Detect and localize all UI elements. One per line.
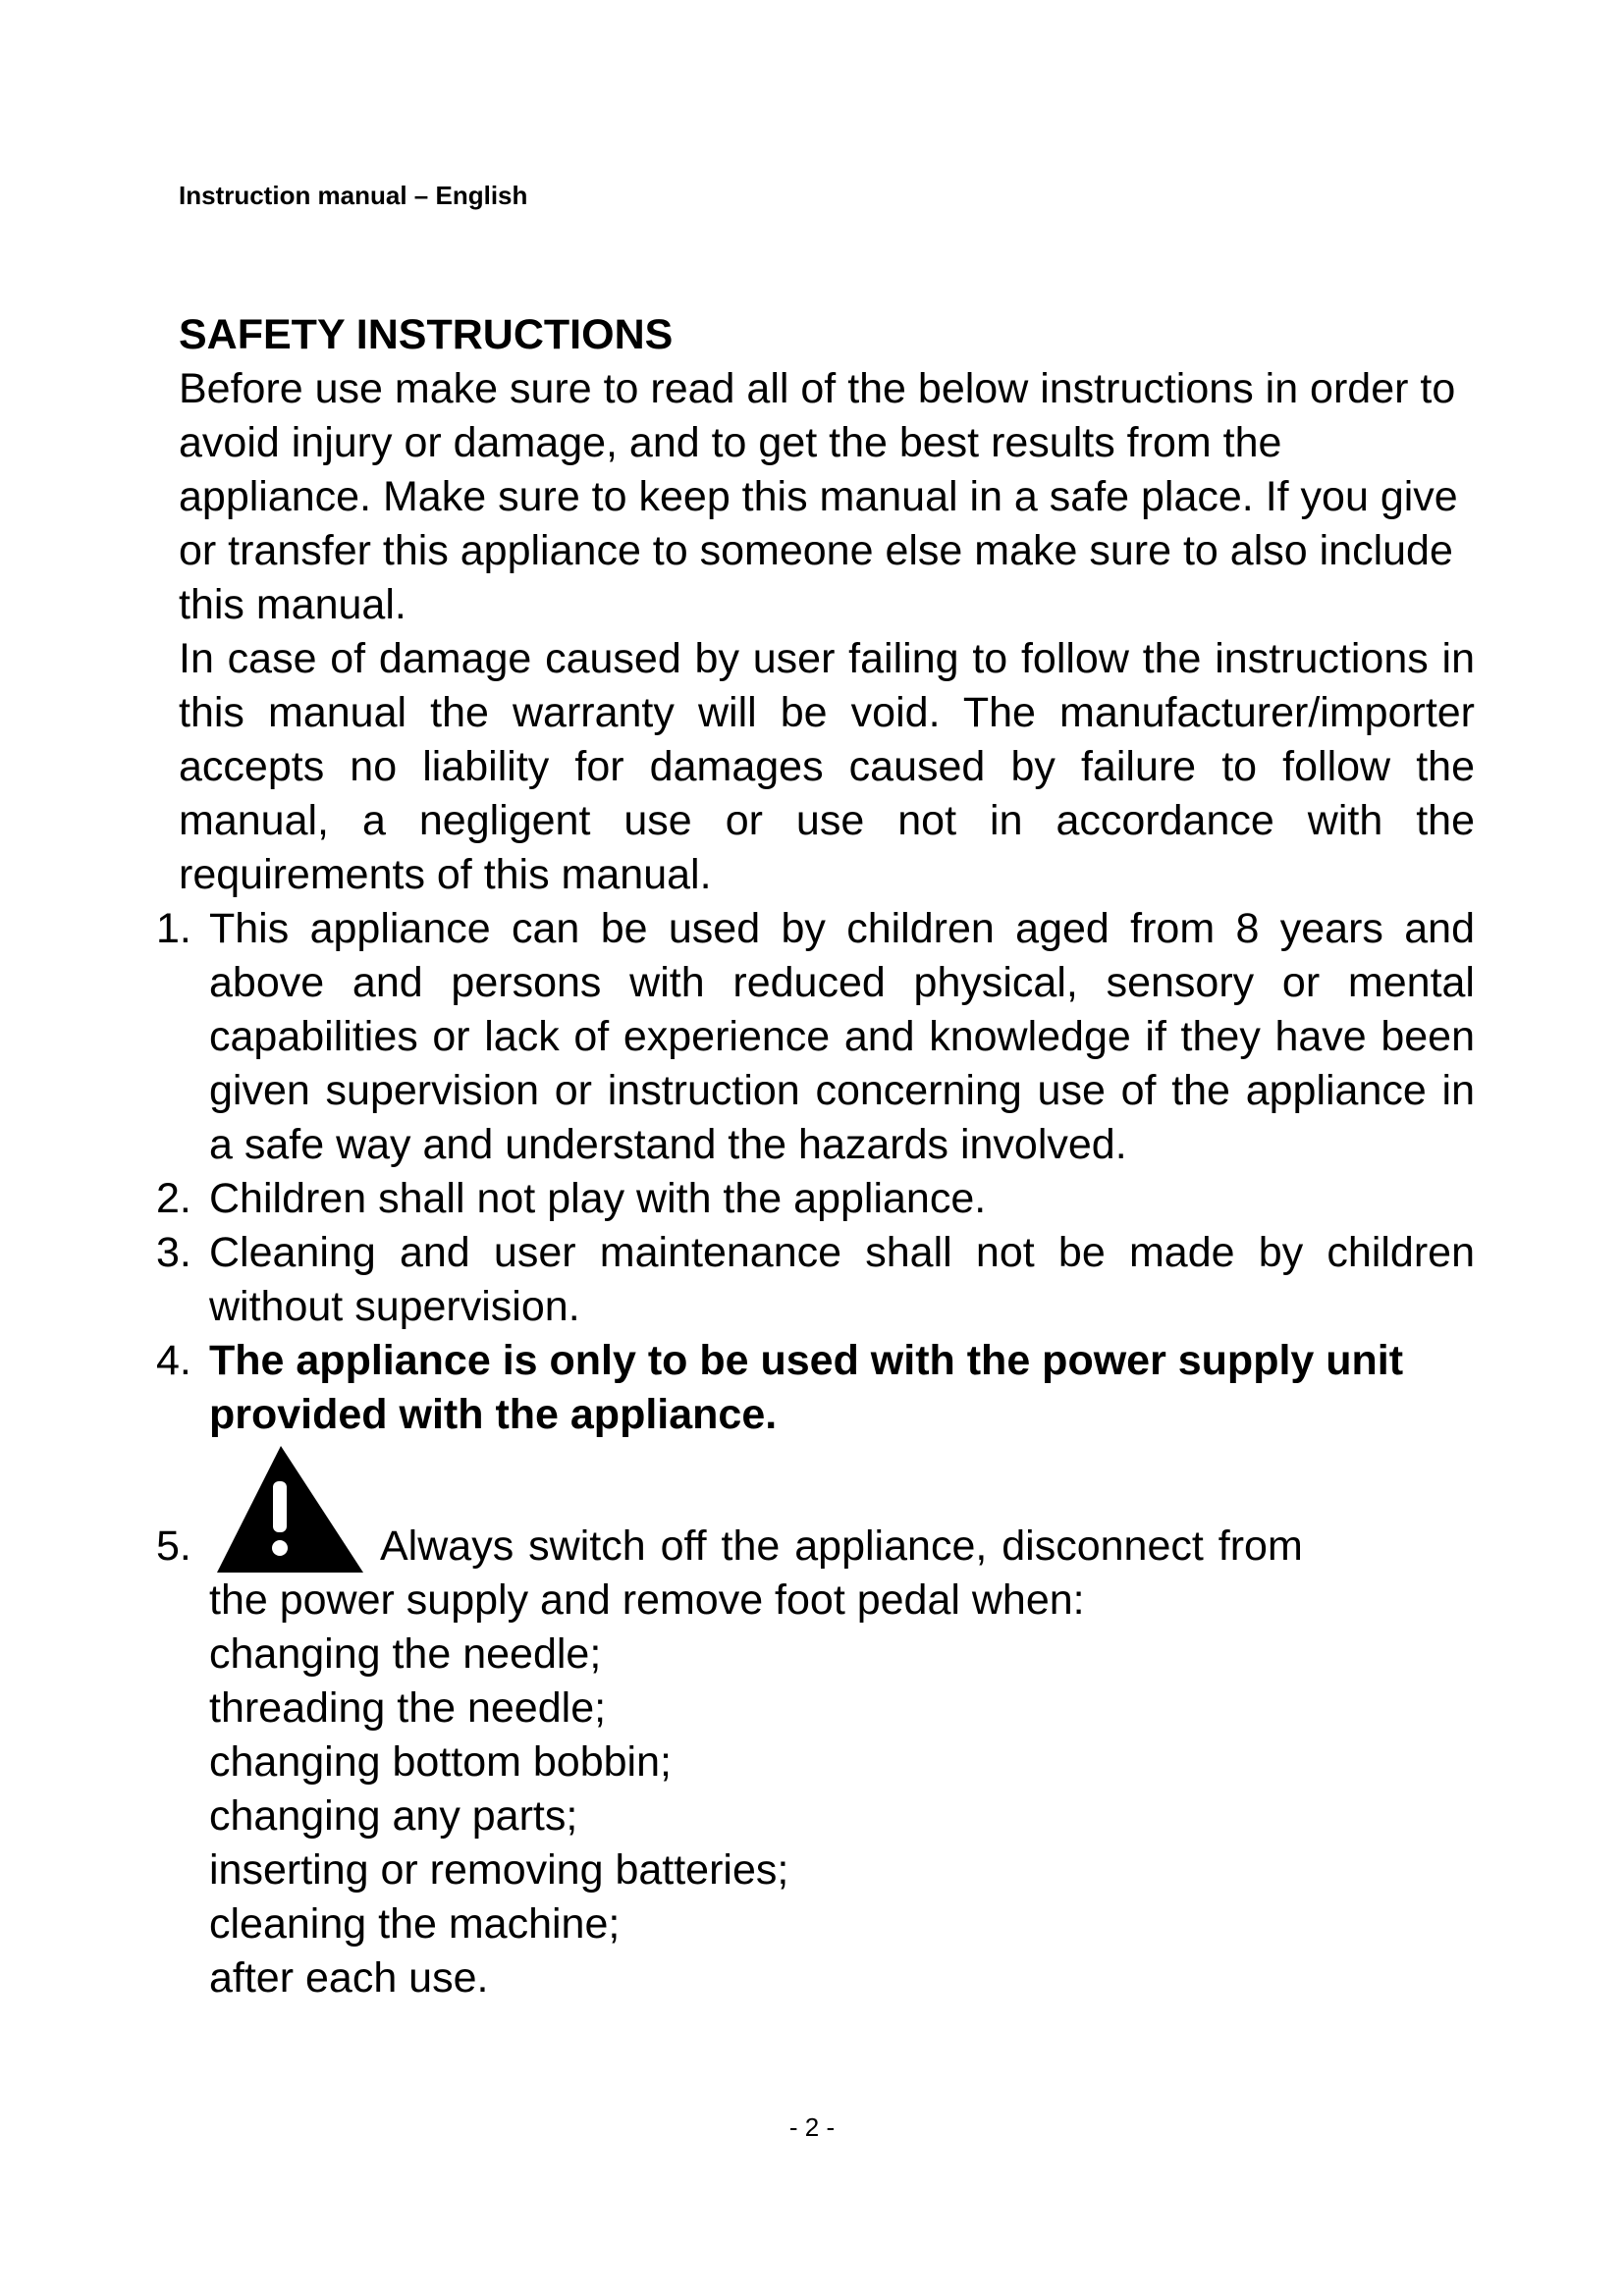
- condition-line: threading the needle;: [209, 1684, 607, 1732]
- list-item-3: [156, 1226, 1475, 1334]
- list-number: 1.: [156, 905, 191, 952]
- warning-lead-text: Always switch off the appliance, disconnect from: [380, 1522, 1303, 1570]
- condition-line: after each use.: [209, 1954, 489, 2002]
- list-text: Cleaning and user maintenance shall not be made by children without supervision.: [209, 1229, 1475, 1330]
- section-title: SAFETY INSTRUCTIONS: [179, 311, 674, 358]
- list-item-1: [156, 902, 1475, 1172]
- list-number: 4.: [156, 1337, 191, 1384]
- condition-line: changing bottom bobbin;: [209, 1738, 672, 1786]
- condition-line: inserting or removing batteries;: [209, 1846, 789, 1894]
- list-number: 3.: [156, 1229, 191, 1276]
- list-text: This appliance can be used by children aged from 8 years and above and persons with reduced physical, sensory or mental capabilities or lack of experience and knowledge if they have been given supervision or instruction concerning use of the appliance in a safe way and understand the hazards involved.: [209, 905, 1475, 1168]
- list-item-4: [156, 1334, 1475, 1442]
- intro-paragraph: Before use make sure to read all of the below instructions in order to avoid injury or damage, and to get the best results from the appliance. Make sure to keep this manual in a safe place. If you give or transfer this appliance to someone else make sure to also include this manual.: [179, 365, 1458, 628]
- list-number: 5.: [156, 1522, 191, 1570]
- list-text: The appliance is only to be used with the power supply unit provided with the appliance.: [209, 1337, 1404, 1438]
- page-header: Instruction manual – English: [179, 181, 528, 210]
- warning-continuation: the power supply and remove foot pedal when:: [209, 1576, 1085, 1624]
- list-text: Children shall not play with the appliance.: [209, 1175, 987, 1222]
- liability-paragraph: In case of damage caused by user failing to follow the instructions in this manual the warranty will be void. The manufacturer/importer accepts no liability for damages caused by failure to follow the manual, a negligent use or use not in accordance with the requirements of this manual.: [179, 635, 1475, 898]
- condition-line: cleaning the machine;: [209, 1900, 621, 1948]
- condition-line: changing the needle;: [209, 1630, 602, 1678]
- safety-section: [156, 308, 1475, 2005]
- list-item-5: [156, 1442, 1475, 2005]
- list-number: 2.: [156, 1175, 191, 1222]
- condition-line: changing any parts;: [209, 1792, 578, 1840]
- page-number: - 2 -: [788, 2112, 836, 2142]
- warning-row: [156, 1442, 1475, 1574]
- safety-list: [156, 902, 1475, 2005]
- list-item-2: [156, 1172, 1475, 1226]
- warning-triangle-icon: [209, 1442, 371, 1579]
